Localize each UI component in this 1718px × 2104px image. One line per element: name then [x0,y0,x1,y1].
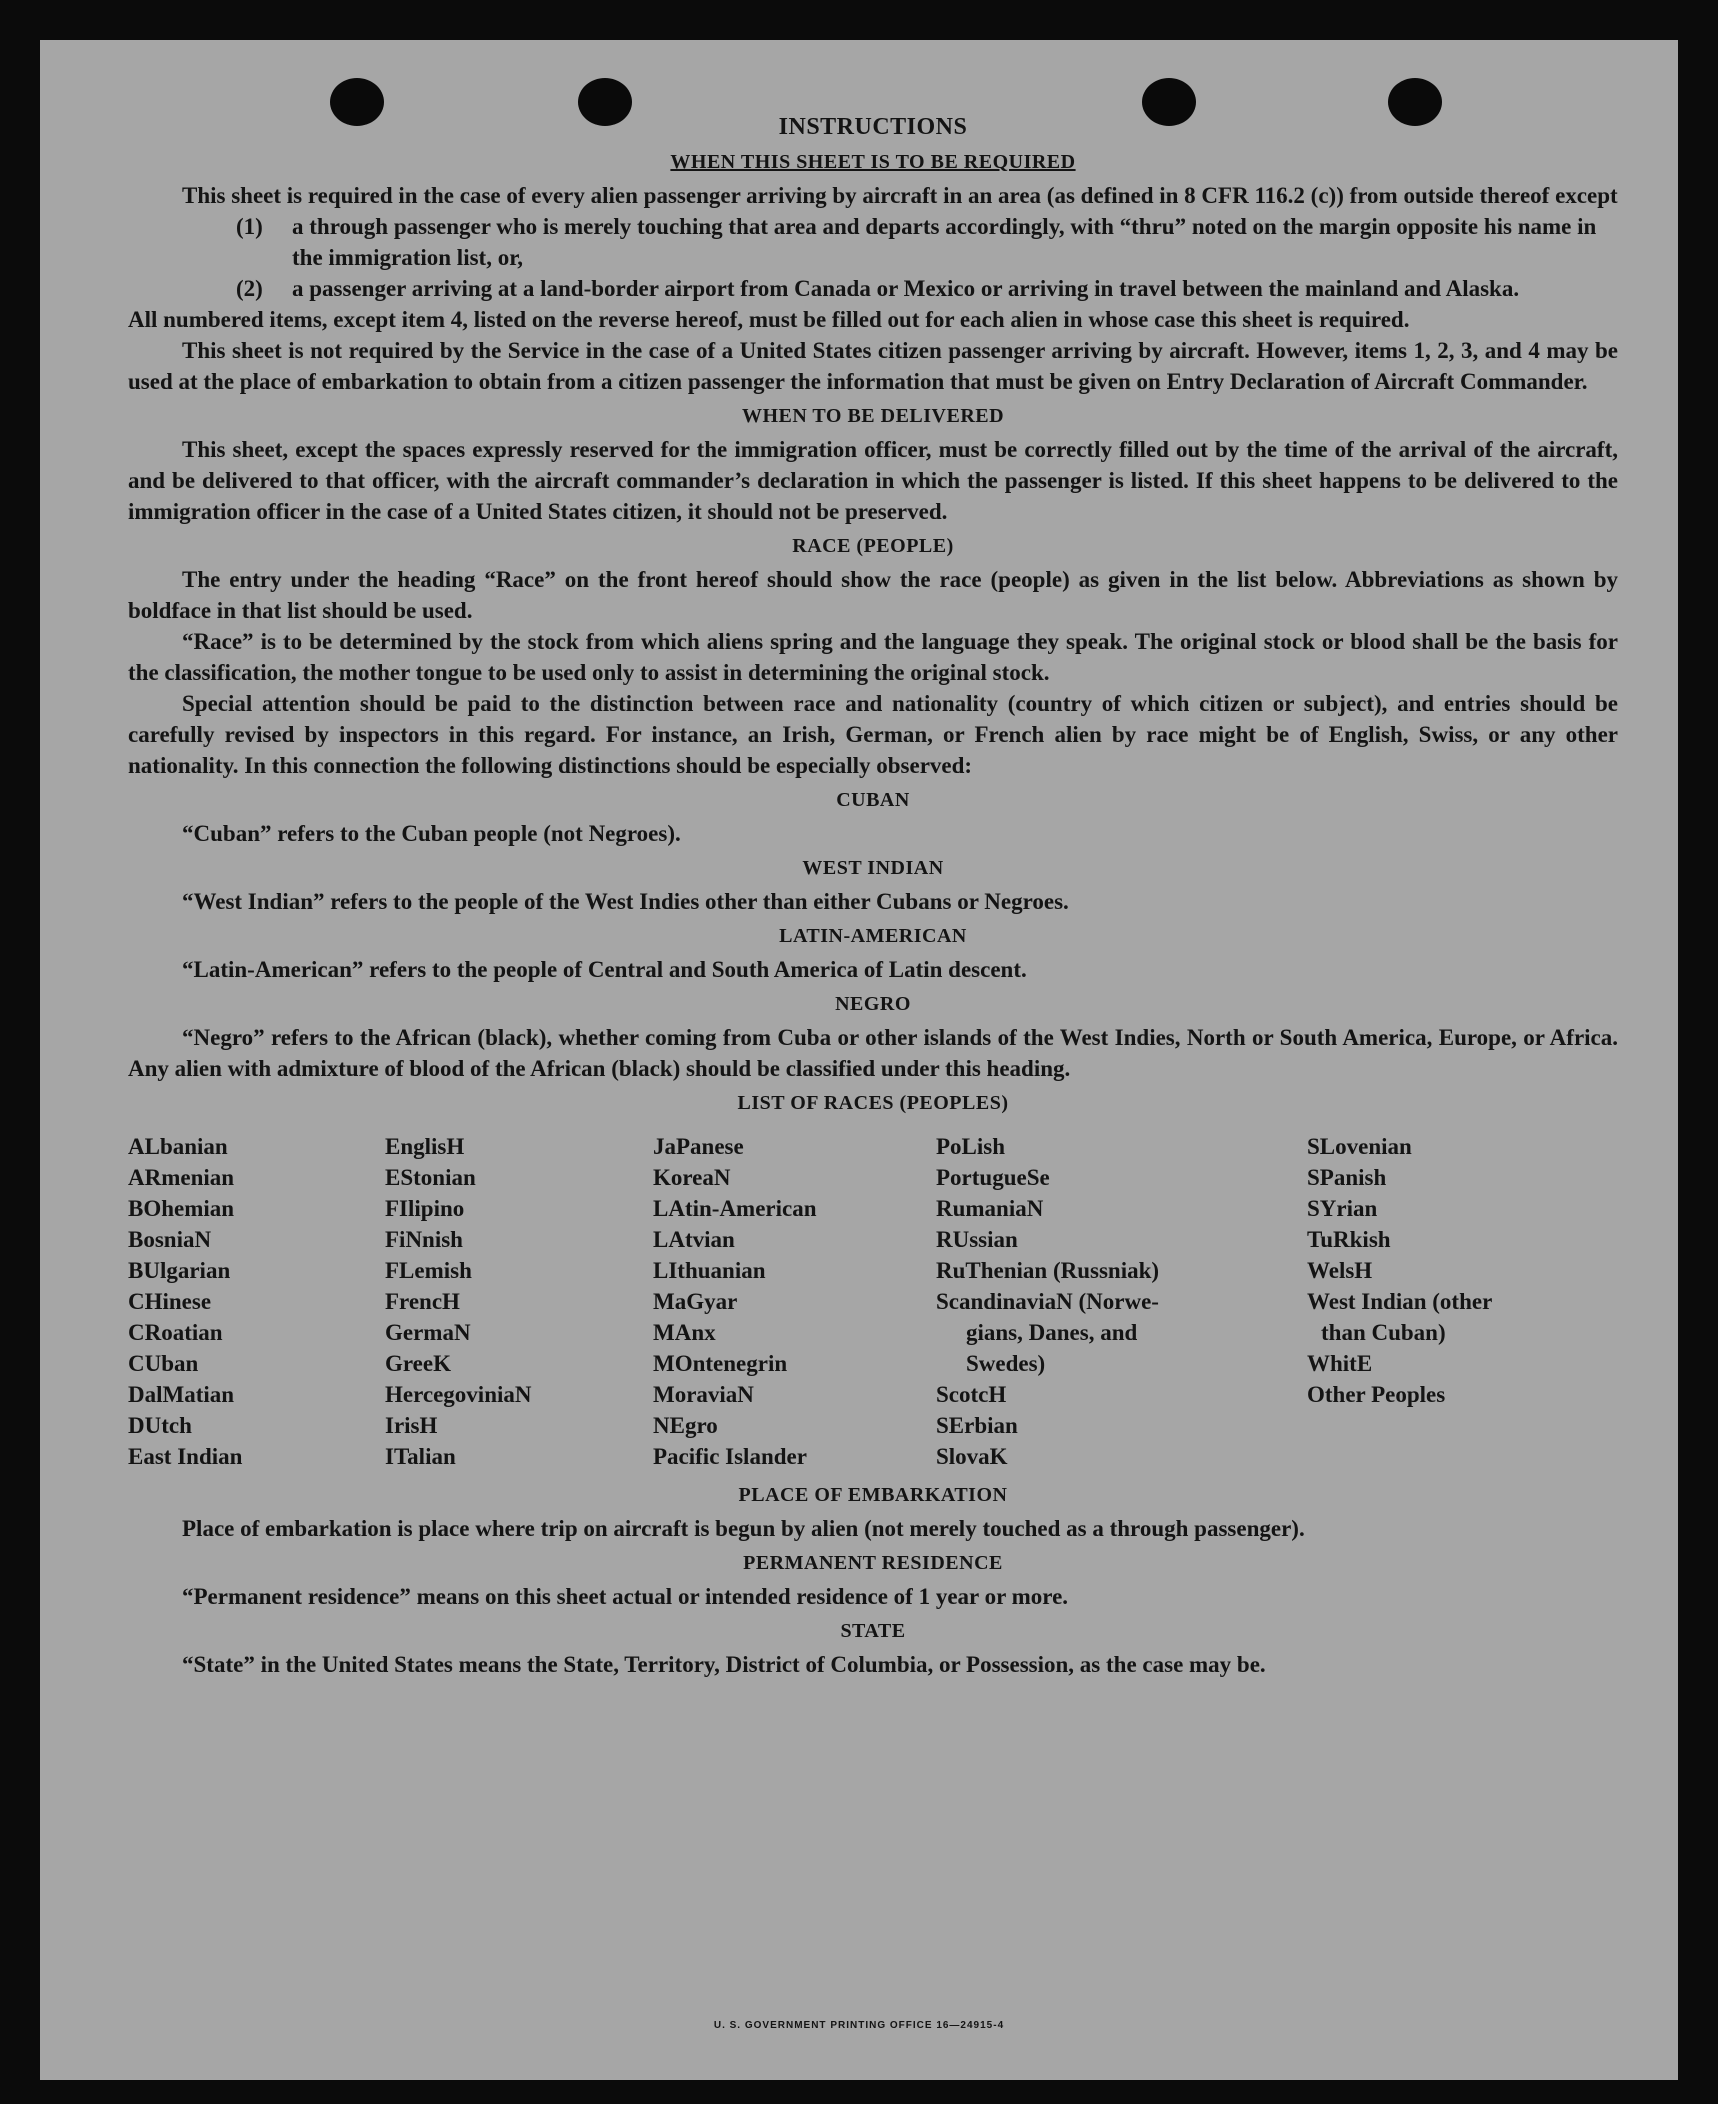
race-entry: Pacific Islander [653,1444,807,1469]
race-entry: NEgro [653,1413,718,1438]
exception-number: (2) [236,276,263,301]
race-entry: MOntenegrin [653,1351,788,1376]
race-entry: RuThenian (Russniak) [936,1258,1160,1283]
race-entry: LAtin-American [653,1196,817,1221]
race-entry: FIlipino [385,1196,465,1221]
race-entry: BosniaN [128,1227,212,1252]
race-entry: WhitE [1307,1351,1373,1376]
instructions-body [128,112,1618,1680]
section-heading-negro: NEGRO [835,993,911,1015]
race-entry: SlovaK [936,1444,1008,1469]
exception-item [128,273,1618,304]
section-heading-race: RACE (PEOPLE) [792,535,954,557]
section-heading-latin-american: LATIN-AMERICAN [779,925,967,947]
citizen-paragraph: This sheet is not required by the Service in the case of a United States citizen passenger arriving by aircraft. However, items 1, 2, 3, and 4 may be used at the place of embarkation to obtain from a citizen passenger the information that must be given on Entry Declaration of Aircraft Commander. [128,338,1618,394]
race-entry: HercegoviniaN [385,1382,532,1407]
cuban-paragraph: “Cuban” refers to the Cuban people (not Negroes). [182,821,681,846]
race-entry: ARmenian [128,1165,235,1190]
document-page [40,40,1678,2080]
west-indian-paragraph: “West Indian” refers to the people of the West Indies other than either Cubans or Negroes. [182,889,1069,914]
race-entry: BOhemian [128,1196,235,1221]
exception-text: a through passenger who is merely touching that area and departs accordingly, with “thru” noted on the margin opposite his name in the immigration list, or, [292,214,1597,270]
race-entry: JaPanese [653,1134,744,1159]
latin-american-paragraph: “Latin-American” refers to the people of Central and South America of Latin descent. [182,957,1027,982]
state-paragraph: “State” in the United States means the State, Territory, District of Columbia, or Possession, as the case may be. [182,1652,1266,1677]
section-heading-delivered: WHEN TO BE DELIVERED [741,405,1005,427]
race-entry: BUlgarian [128,1258,231,1283]
race-entry-continued: gians, Danes, and [966,1320,1138,1345]
race-entry: GermaN [385,1320,471,1345]
race-list [128,1131,1618,1472]
exception-number: (1) [236,214,263,239]
race-entry: PoLish [936,1134,1006,1159]
section-heading-west-indian: WEST INDIAN [802,857,944,879]
race-column [653,1131,936,1472]
race-column [128,1131,385,1472]
race-entry: DUtch [128,1413,192,1438]
exception-text: a passenger arriving at a land-border airport from Canada or Mexico or arriving in travel between the mainland and Alaska. [292,276,1520,301]
section-heading-required: WHEN THIS SHEET IS TO BE REQUIRED [670,151,1076,173]
race-entry: FiNnish [385,1227,463,1252]
required-intro: This sheet is required in the case of every alien passenger arriving by aircraft in an area (as defined in 8 CFR 116.2 (c)) from outside thereof except [182,183,1618,208]
race-entry: RUssian [936,1227,1018,1252]
race-entry: MoraviaN [653,1382,754,1407]
race-entry: KoreaN [653,1165,731,1190]
section-heading-list-of-races: LIST OF RACES (PEOPLES) [737,1092,1009,1114]
race-entry: CRoatian [128,1320,223,1345]
race-entry-continued: than Cuban) [1321,1320,1446,1345]
race-entry: WelsH [1307,1258,1373,1283]
numbered-items-paragraph: All numbered items, except item 4, listed on the reverse hereof, must be filled out for each alien in whose case this sheet is required. [128,307,1410,332]
race-entry: SLovenian [1307,1134,1412,1159]
embarkation-paragraph: Place of embarkation is place where trip on aircraft is begun by alien (not merely touched as a through passenger). [182,1516,1305,1541]
race-entry: EStonian [385,1165,476,1190]
race-entry: East Indian [128,1444,243,1469]
race-entry: LAtvian [653,1227,735,1252]
race-entry: LIthuanian [653,1258,766,1283]
exception-item [128,211,1618,273]
printing-office-footer: U. S. GOVERNMENT PRINTING OFFICE 16—24915-4 [713,2020,1005,2031]
race-paragraph-2: “Race” is to be determined by the stock from which aliens spring and the language they speak. The original stock or blood shall be the basis for the classification, the mother tongue to be used only to assist in determining the original stock. [128,629,1618,685]
race-entry: ITalian [385,1444,456,1469]
race-entry: GreeK [385,1351,451,1376]
race-entry: TuRkish [1307,1227,1391,1252]
race-entry: FrencH [385,1289,460,1314]
race-entry: PortugueSe [936,1165,1050,1190]
race-entry: MaGyar [653,1289,738,1314]
race-entry: MAnx [653,1320,716,1345]
race-entry: SYrian [1307,1196,1378,1221]
section-heading-cuban: CUBAN [836,789,910,811]
race-entry: FLemish [385,1258,472,1283]
race-column [1307,1131,1597,1472]
negro-paragraph: “Negro” refers to the African (black), whether coming from Cuba or other islands of the West Indies, North or South America, Europe, or Africa. Any alien with admixture of blood of the African (black) should be classified under this heading. [128,1025,1618,1081]
race-entry: ALbanian [128,1134,228,1159]
race-entry: SPanish [1307,1165,1387,1190]
section-heading-residence: PERMANENT RESIDENCE [743,1552,1003,1574]
section-heading-embarkation: PLACE OF EMBARKATION [738,1484,1008,1506]
race-paragraph-1: The entry under the heading “Race” on the front hereof should show the race (people) as given in the list below. Abbreviations as shown by boldface in that list should be used. [128,567,1618,623]
race-entry: ScandinaviaN (Norwe- [936,1289,1159,1314]
race-entry-continued: Swedes) [966,1351,1046,1376]
section-heading-state: STATE [840,1620,906,1642]
race-entry: SErbian [936,1413,1018,1438]
race-column [936,1131,1307,1472]
race-entry: DalMatian [128,1382,235,1407]
race-entry: Other Peoples [1307,1382,1446,1407]
race-entry: West Indian (other [1307,1289,1493,1314]
race-entry: EnglisH [385,1134,465,1159]
race-entry: ScotcH [936,1382,1007,1407]
race-entry: CUban [128,1351,199,1376]
race-entry: RumaniaN [936,1196,1044,1221]
race-entry: CHinese [128,1289,212,1314]
race-column [385,1131,653,1472]
residence-paragraph: “Permanent residence” means on this sheet actual or intended residence of 1 year or more. [182,1584,1069,1609]
delivered-paragraph: This sheet, except the spaces expressly reserved for the immigration officer, must be correctly filled out by the time of the arrival of the aircraft, and be delivered to that officer, with the aircraft commander’s declaration in which the passenger is listed. If this sheet happens to be delivered to the immigration officer in the case of a United States citizen, it should not be preserved. [128,437,1618,524]
page-title: INSTRUCTIONS [778,114,968,140]
race-entry: IrisH [385,1413,438,1438]
race-paragraph-3: Special attention should be paid to the distinction between race and nationality (country of which citizen or subject), and entries should be carefully revised by inspectors in this regard. For instance, an Irish, German, or French alien by race might be of English, Swiss, or any other nationality. In this connection the following distinctions should be especially observed: [128,691,1618,778]
